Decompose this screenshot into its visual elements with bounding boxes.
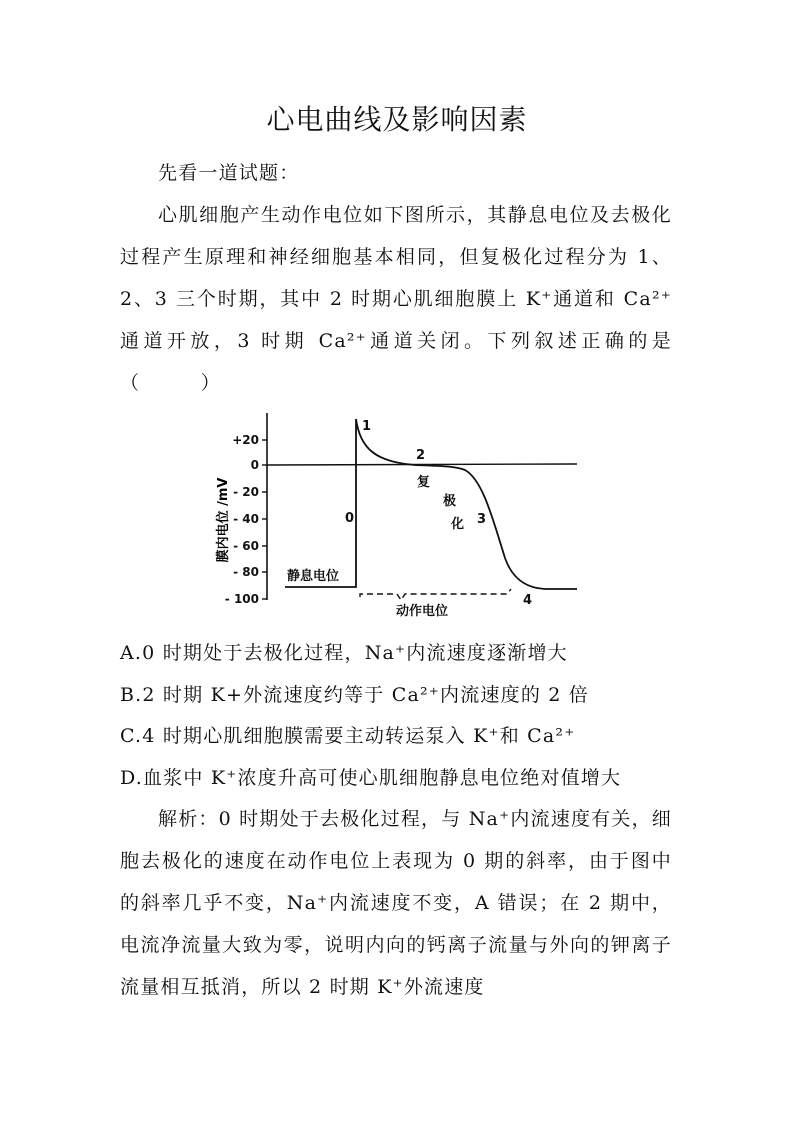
option-c: C.4 时期心肌细胞膜需要主动转运泵入 K⁺和 Ca²⁺ [120, 725, 576, 747]
repolarization-char: 极 [443, 494, 457, 509]
question-text: 心肌细胞产生动作电位如下图所示，其静息电位及去极化过程产生原理和神经细胞基本相同，但复极化过程分为 1、2、3 三个时期，其中 2 时期心肌细胞膜上 K⁺通道和 Ca²⁺通道开放，3 时期 Ca²⁺通道关闭。下列叙述正确的是（ ） [120, 204, 672, 394]
y-tick-label: - 20 [233, 485, 259, 499]
y-tick-label: - 80 [233, 565, 259, 579]
repolarization-char: 化 [451, 517, 465, 532]
y-tick-label: - 100 [224, 592, 259, 606]
phase-1-label: 1 [362, 419, 372, 434]
page-title: 心电曲线及影响因素 [266, 103, 528, 136]
action-potential-brace [360, 589, 511, 600]
action-potential-label: 动作电位 [396, 604, 449, 619]
y-tick-label: 0 [250, 458, 259, 472]
action-potential-curve [285, 419, 577, 589]
analysis-text: 解析：0 时期处于去极化过程，与 Na⁺内流速度有关，细胞去极化的速度在动作电位上表现为 0 期的斜率，由于图中的斜率几乎不变，Na⁺内流速度不变，A 错误；在 2 期中，电流净流量大致为零，说明内向的钙离子流量与外向的钾离子流量相互抵消，所以 2 时期 K⁺外流速度 [120, 808, 672, 998]
option-d: D.血浆中 K⁺浓度升高可使心肌细胞静息电位绝对值增大 [120, 767, 622, 789]
phase-4-label: 4 [523, 593, 533, 608]
resting-potential-label: 静息电位 [287, 569, 340, 584]
y-tick-label: - 40 [233, 512, 259, 526]
option-a: A.0 时期处于去极化过程，Na⁺内流速度逐渐增大 [120, 642, 568, 664]
repolarization-char: 复 [417, 475, 431, 490]
intro-text: 先看一道试题： [158, 162, 300, 184]
option-b: B.2 时期 K+外流速度约等于 Ca²⁺内流速度的 2 倍 [120, 684, 590, 706]
y-tick-label: - 60 [233, 539, 259, 553]
action-potential-figure [215, 408, 595, 627]
phase-2-label: 2 [416, 448, 426, 463]
phase-3-label: 3 [477, 512, 487, 527]
y-axis-label: 膜内电位 /mV [216, 477, 231, 563]
action-potential-chart [215, 408, 595, 623]
phase-0-label: 0 [345, 511, 355, 526]
y-tick-label: +20 [232, 433, 259, 447]
